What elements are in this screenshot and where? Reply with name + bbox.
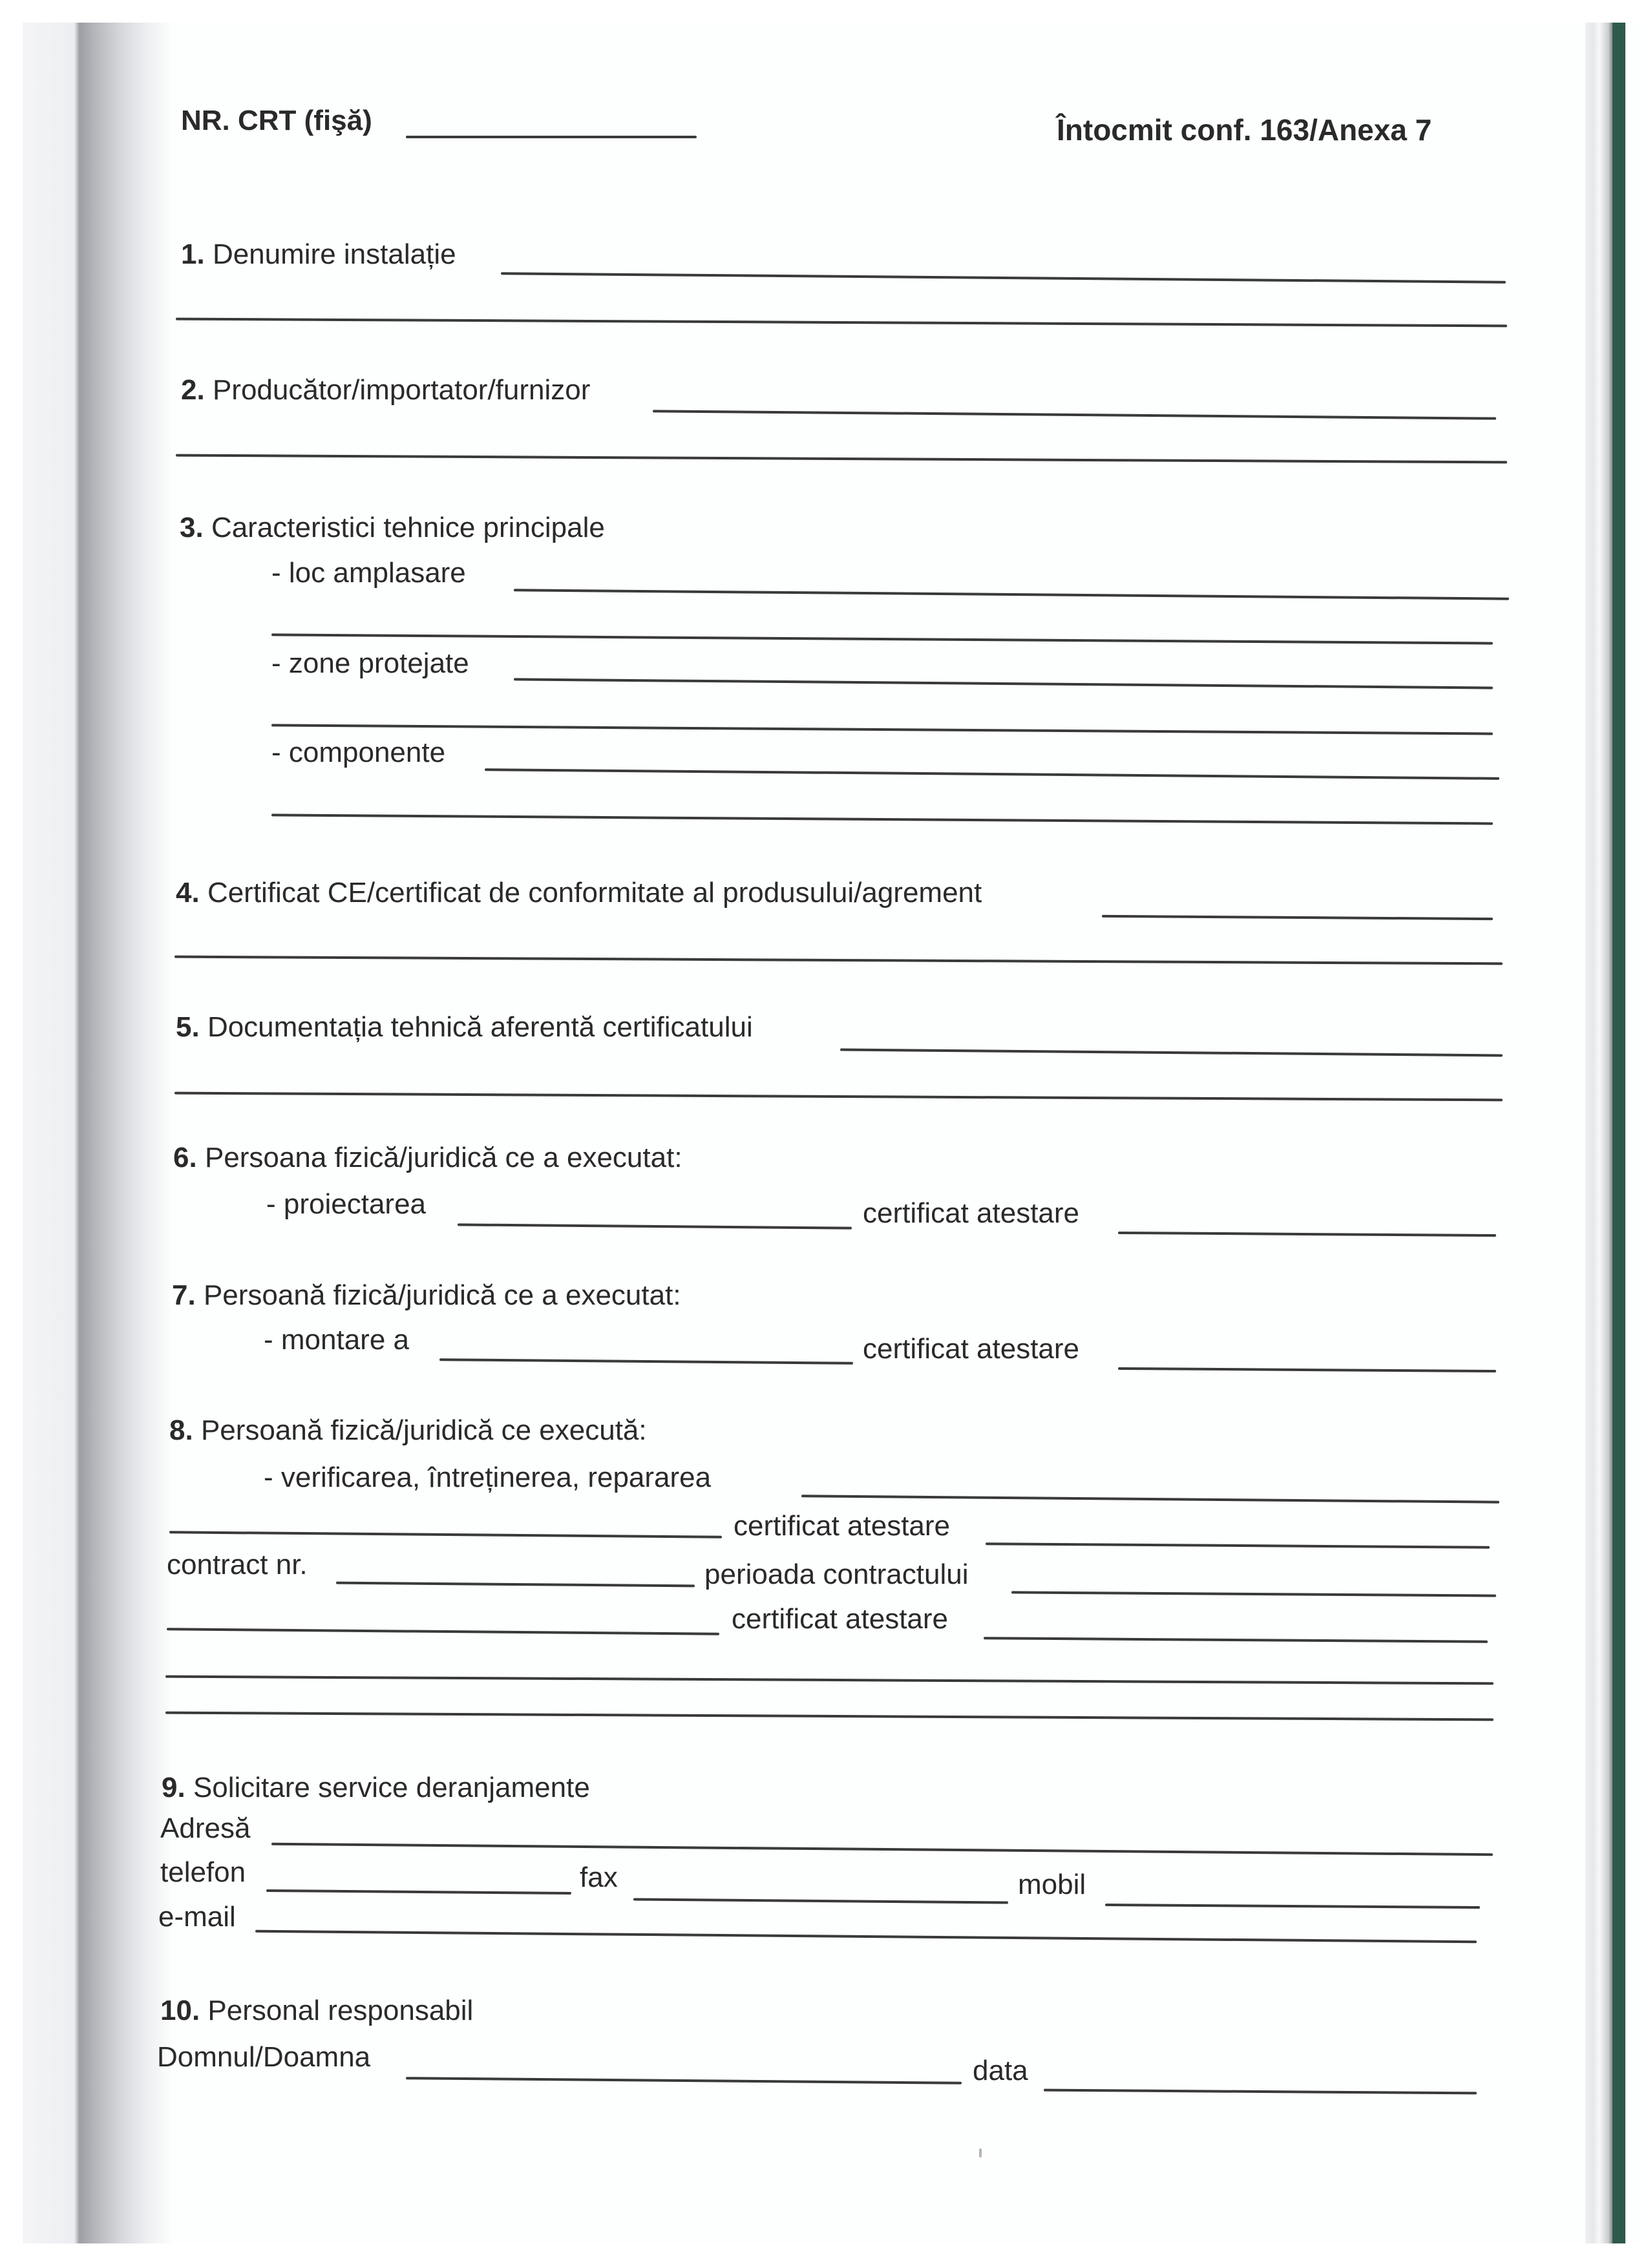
loc-amplasare-label: - loc amplasare — [271, 557, 466, 589]
item-8-cert1-label: certificat atestare — [734, 1510, 951, 1542]
item-7-text: Persoană fizică/juridică ce a executat: — [203, 1279, 681, 1311]
header-reference: Întocmit conf. 163/Anexa 7 — [1057, 113, 1432, 147]
item-8-label — [169, 1416, 647, 1445]
proiectarea-label: - proiectarea — [266, 1188, 427, 1220]
item-4-number: 4. — [176, 877, 200, 908]
contract-nr-label: contract nr. — [167, 1549, 308, 1580]
item-2-number: 2. — [181, 374, 205, 406]
nr-crt-label: NR. CRT (fişă) — [181, 105, 372, 136]
item-3-text: Caracteristici tehnice principale — [211, 512, 605, 543]
mobil-label: mobil — [1018, 1869, 1086, 1900]
zone-protejate-label: - zone protejate — [271, 647, 469, 679]
componente-label: - componente — [271, 737, 446, 768]
nr-crt-field[interactable] — [406, 136, 697, 138]
item-2-label — [181, 376, 590, 404]
item-5-number: 5. — [176, 1011, 200, 1043]
telefon-label: telefon — [160, 1856, 246, 1888]
item-8-text: Persoană fizică/juridică ce execută: — [200, 1414, 647, 1446]
perioada-contractului-label: perioada contractului — [704, 1559, 969, 1590]
item-3-number: 3. — [180, 512, 204, 543]
item-1-text: Denumire instalație — [212, 238, 456, 270]
item-4-label — [176, 879, 982, 907]
verificarea-label: - verificarea, întreținerea, repararea — [264, 1462, 712, 1493]
green-cover-edge — [1612, 23, 1625, 2243]
item-6-cert-label: certificat atestare — [863, 1197, 1080, 1229]
page-edge — [1585, 23, 1612, 2243]
item-6-label — [173, 1144, 682, 1172]
item-9-number: 9. — [162, 1772, 185, 1803]
item-4-text: Certificat CE/certificat de conformitate al produsului/agrement — [207, 877, 982, 908]
item-1-label — [181, 240, 456, 269]
item-6-number: 6. — [173, 1142, 197, 1173]
item-10-label — [160, 1997, 473, 2025]
item-5-text: Documentația tehnică aferentă certificatului — [207, 1011, 753, 1043]
item-9-text: Solicitare service deranjamente — [193, 1772, 590, 1803]
item-1-number: 1. — [181, 238, 205, 270]
binding-shadow — [23, 23, 171, 2243]
item-10-text: Personal responsabil — [207, 1995, 474, 2026]
item-7-label — [172, 1281, 681, 1310]
item-7-number: 7. — [172, 1279, 196, 1311]
item-5-label — [176, 1013, 753, 1042]
email-label: e-mail — [158, 1901, 236, 1933]
domnul-doamna-label: Domnul/Doamna — [157, 2041, 371, 2073]
montare-label: - montare a — [264, 1324, 409, 1356]
item-10-number: 10. — [160, 1995, 200, 2026]
scan-speck — [979, 2148, 982, 2158]
scanned-page — [23, 23, 1642, 2243]
item-8-cert2-label: certificat atestare — [732, 1603, 949, 1635]
item-3-label — [180, 514, 605, 542]
item-2-text: Producător/importator/furnizor — [212, 374, 591, 406]
item-7-cert-label: certificat atestare — [863, 1333, 1080, 1365]
item-6-text: Persoana fizică/juridică ce a executat: — [204, 1142, 682, 1173]
item-8-number: 8. — [169, 1414, 193, 1446]
data-label: data — [973, 2055, 1028, 2086]
adresa-label: Adresă — [160, 1812, 251, 1844]
fax-label: fax — [580, 1862, 618, 1893]
item-9-label — [162, 1774, 590, 1802]
